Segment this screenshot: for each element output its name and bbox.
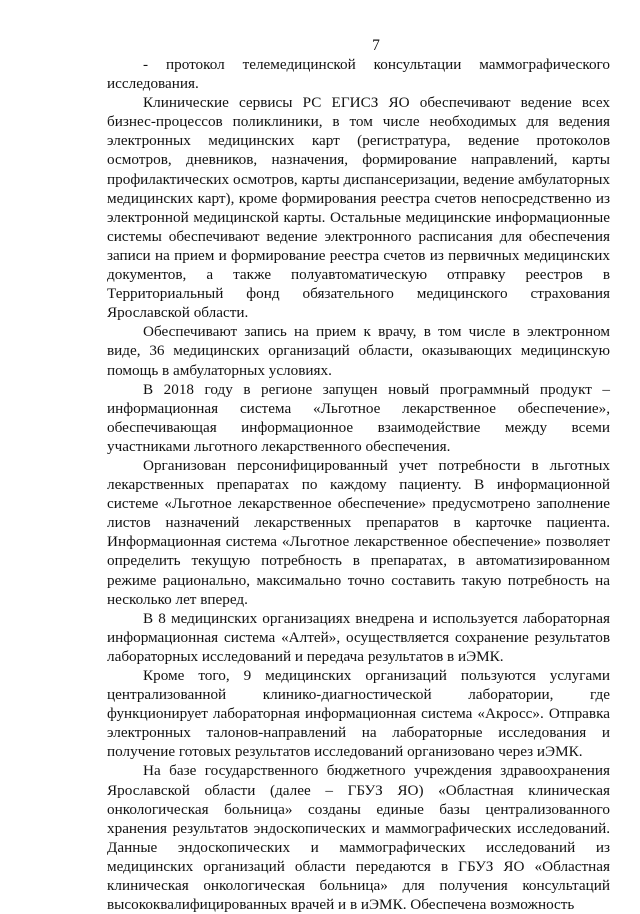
page-number: 7 bbox=[372, 37, 380, 54]
paragraph-centralized-lab: Кроме того, 9 медицинских организаций пользуются услугами централизованной клинико-диагностической лаборатории, где функционирует лабораторная информационная система «Акросс». Отправка электронных талонов-направлений на лабораторные исследования и получение готовых результатов исследований организовано через иЭМК. bbox=[107, 667, 610, 761]
document-body bbox=[107, 55, 610, 914]
paragraph-oncology-hospital: На базе государственного бюджетного учреждения здравоохранения Ярославской области (далее – ГБУЗ ЯО) «Областная клиническая онкологическая больница» созданы единые базы централизованного хранения результатов эндоскопических и маммографических исследований. Данные эндоскопических и маммографических исследований из медицинских организаций области передаются в ГБУЗ ЯО «Областная клиническая онкологическая больница» для получения консультаций высококвалифицированных врачей и в иЭМК. Обеспечена возможность bbox=[107, 762, 610, 914]
paragraph-altey-lab-system: В 8 медицинских организациях внедрена и используется лабораторная информационная система «Алтей», осуществляется сохранение результатов лабораторных исследований и передача результатов в иЭМК. bbox=[107, 609, 610, 665]
paragraph-telemedicine-protocol: - протокол телемедицинской консультации маммографического исследования. bbox=[107, 56, 610, 93]
paragraph-personalized-accounting: Организован персонифицированный учет потребности в льготных лекарственных препаратах по каждому пациенту. В информационной системе «Льготное лекарственное обеспечение» предусмотрено заполнение листов назначений лекарственных препаратов в карточке пациента. Информационная система «Льготное лекарственное обеспечение» позволяет определить текущую потребность в препаратах, в автоматизированном режиме рационально, максимально точно составить такую потребность на несколько лет вперед. bbox=[107, 456, 610, 608]
paragraph-preferential-drugs-system: В 2018 году в регионе запущен новый программный продукт – информационная система «Льготное лекарственное обеспечение», обеспечивающая информационное взаимодействие между всеми участниками льготного лекарственного обеспечения. bbox=[107, 380, 610, 455]
paragraph-appointment-booking: Обеспечивают запись на прием к врачу, в том числе в электронном виде, 36 медицинских организаций области, оказывающих медицинскую помощь в амбулаторных условиях. bbox=[107, 323, 610, 379]
paragraph-clinical-services: Клинические сервисы РС ЕГИСЗ ЯО обеспечивают ведение всех бизнес-процессов поликлиники, в том числе необходимых для ведения электронных медицинских карт (регистратура, ведение протоколов осмотров, дневников, назначения, формирование направлений, карты профилактических осмотров, карты диспансеризации, ведение амбулаторных медицинских карт), кроме формирования реестра счетов непосредственно из электронной медицинской карты. Остальные медицинские информационные системы обеспечивают ведение электронного расписания для обеспечения записи на прием и формирование реестра счетов из первичных медицинских документов, а также полуавтоматическую отправку реестров в Территориальный фонд обязательного медицинского страхования Ярославской области. bbox=[107, 94, 610, 322]
